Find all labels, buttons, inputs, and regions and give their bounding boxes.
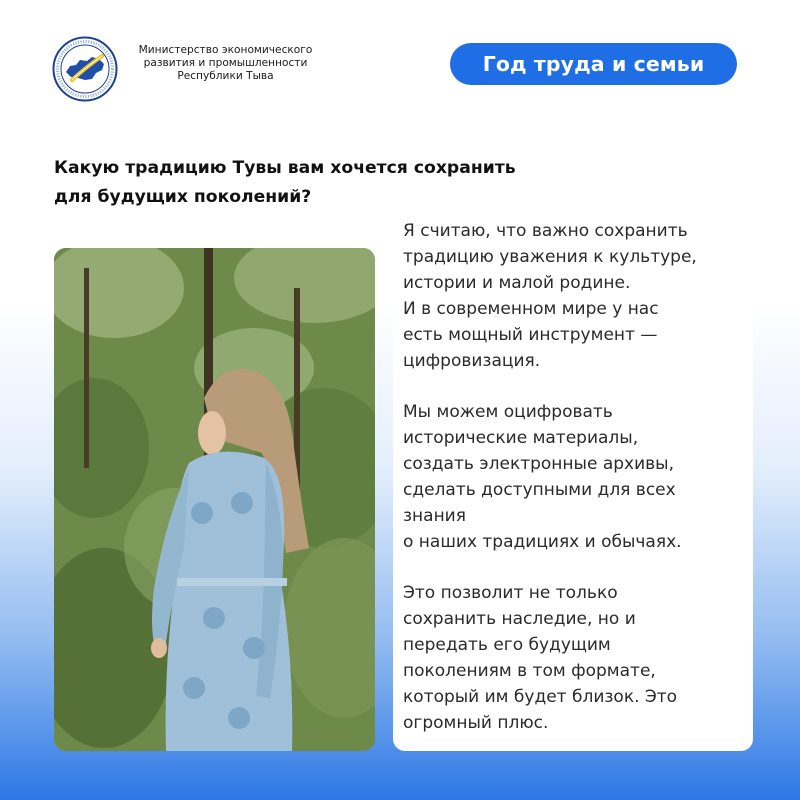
answer-paragraph [403,580,748,736]
answer-line: И в современном мире у нас [403,299,659,319]
question-line: для будущих поколений? [54,187,312,207]
answer-card [393,208,753,751]
answer-paragraph [403,399,748,555]
answer-line: сделать доступными для всех [403,480,676,500]
answer-line: Мы можем оцифровать [403,402,613,422]
answer-line: Я считаю, что важно сохранить [403,221,688,241]
portrait-photo [54,248,375,751]
header [0,0,800,120]
question-line: Какую традицию Тувы вам хочется сохранить [54,158,516,178]
answer-line: поколениям в том формате, [403,661,656,681]
answer-line: передать его будущим [403,635,611,655]
answer-line: Это позволит не только [403,583,618,603]
answer-line: истории и малой родине. [403,273,631,293]
answer-line: цифровизация. [403,351,541,371]
answer-line: создать электронные архивы, [403,454,674,474]
answer-line: исторические материалы, [403,428,639,448]
ministry-name-line: Республики Тыва [177,70,274,82]
ministry-name-line: развития и промышленности [143,57,308,69]
answer-line: знания [403,506,466,526]
question-heading [54,154,524,212]
ministry-name [123,44,328,83]
ministry-emblem-icon [52,36,118,102]
answer-line: традицию уважения к культуре, [403,247,697,267]
answer-line: огромный плюс. [403,713,549,733]
year-badge: Год труда и семьи [450,43,737,85]
answer-line: сохранить наследие, но и [403,609,636,629]
answer-paragraph [403,218,748,374]
ministry-name-line: Министерство экономического [138,44,313,56]
answer-line: о наших традициях и обычаях. [403,532,682,552]
answer-line: есть мощный инструмент — [403,325,658,345]
answer-line: который им будет близок. Это [403,687,678,707]
